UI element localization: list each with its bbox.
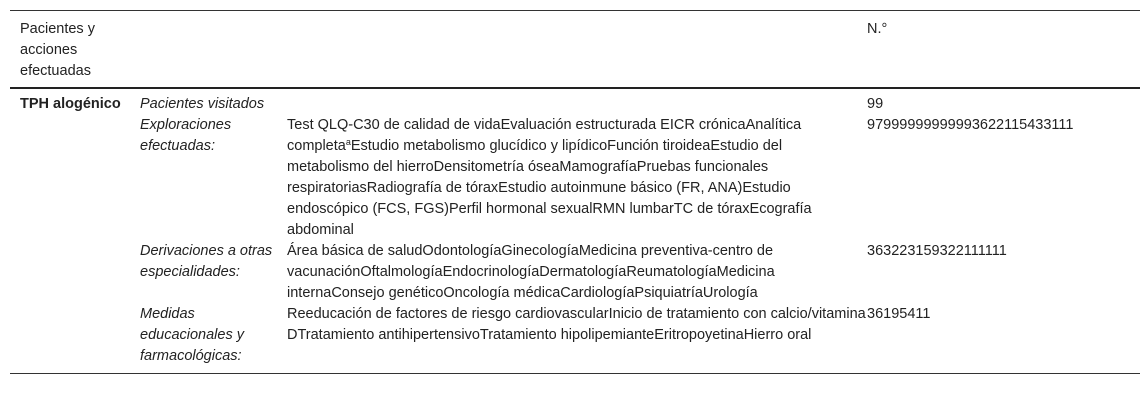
header-empty-1 bbox=[132, 11, 287, 89]
row-actions-text-cont: Estudio metabolismo glucídico y lipídicoFunción tiroideaEstudio del metabolismo del hierroDensitometría óseaMamografíaPruebas funcionales respiratoriasRadiografía de tóraxEstudio autoinmune básico (FR, ANA)Estudio endoscópico (FCS, FGS)Perfil hormonal sexualRMN lumbarTC de tóraxEcografía abdominal bbox=[287, 138, 812, 238]
table-row bbox=[10, 304, 1140, 374]
row-actions: Área básica de saludOdontologíaGinecologíaMedicina preventiva-centro de vacunaciónOftalmologíaEndocrinologíaDermatologíaReumatologíaMedicina internaConsejo genéticoOncología médicaCardiologíaPsiquiatríaUrología bbox=[287, 243, 775, 301]
table-header-row bbox=[10, 11, 1140, 89]
table-row bbox=[10, 241, 1140, 304]
row-label: Exploraciones efectuadas: bbox=[140, 117, 232, 154]
footnote-marker: a bbox=[345, 137, 351, 147]
header-patients-actions: Pacientes y acciones efectuadas bbox=[20, 21, 95, 79]
results-table-container bbox=[10, 10, 1140, 374]
row-counts: 36195411 bbox=[867, 306, 931, 322]
row-counts: 99 bbox=[867, 96, 884, 112]
row-label: Pacientes visitados bbox=[140, 96, 265, 112]
row-label: Medidas educacionales y farmacológicas: bbox=[140, 306, 244, 364]
row-actions bbox=[287, 88, 867, 115]
row-counts: 363223159322111111 bbox=[867, 243, 1007, 259]
row-counts: 97999999999993622115433111 bbox=[867, 117, 1074, 133]
table-row bbox=[10, 115, 1140, 241]
header-number: N.° bbox=[867, 21, 888, 37]
row-actions: Reeducación de factores de riesgo cardiovascularInicio de tratamiento con calcio/vitamina DTratamiento antihipertensivoTratamiento hipolipemianteEritropoyetinaHierro oral bbox=[287, 306, 866, 343]
results-table bbox=[10, 10, 1140, 374]
group-label: TPH alogénico bbox=[20, 96, 121, 112]
table-row bbox=[10, 88, 1140, 115]
header-empty-2 bbox=[287, 11, 867, 89]
row-actions-text: Test QLQ-C30 de calidad de vidaEvaluación estructurada EICR crónicaAnalítica completa bbox=[287, 117, 802, 154]
row-actions bbox=[287, 115, 867, 241]
row-label: Derivaciones a otras especialidades: bbox=[140, 243, 273, 280]
